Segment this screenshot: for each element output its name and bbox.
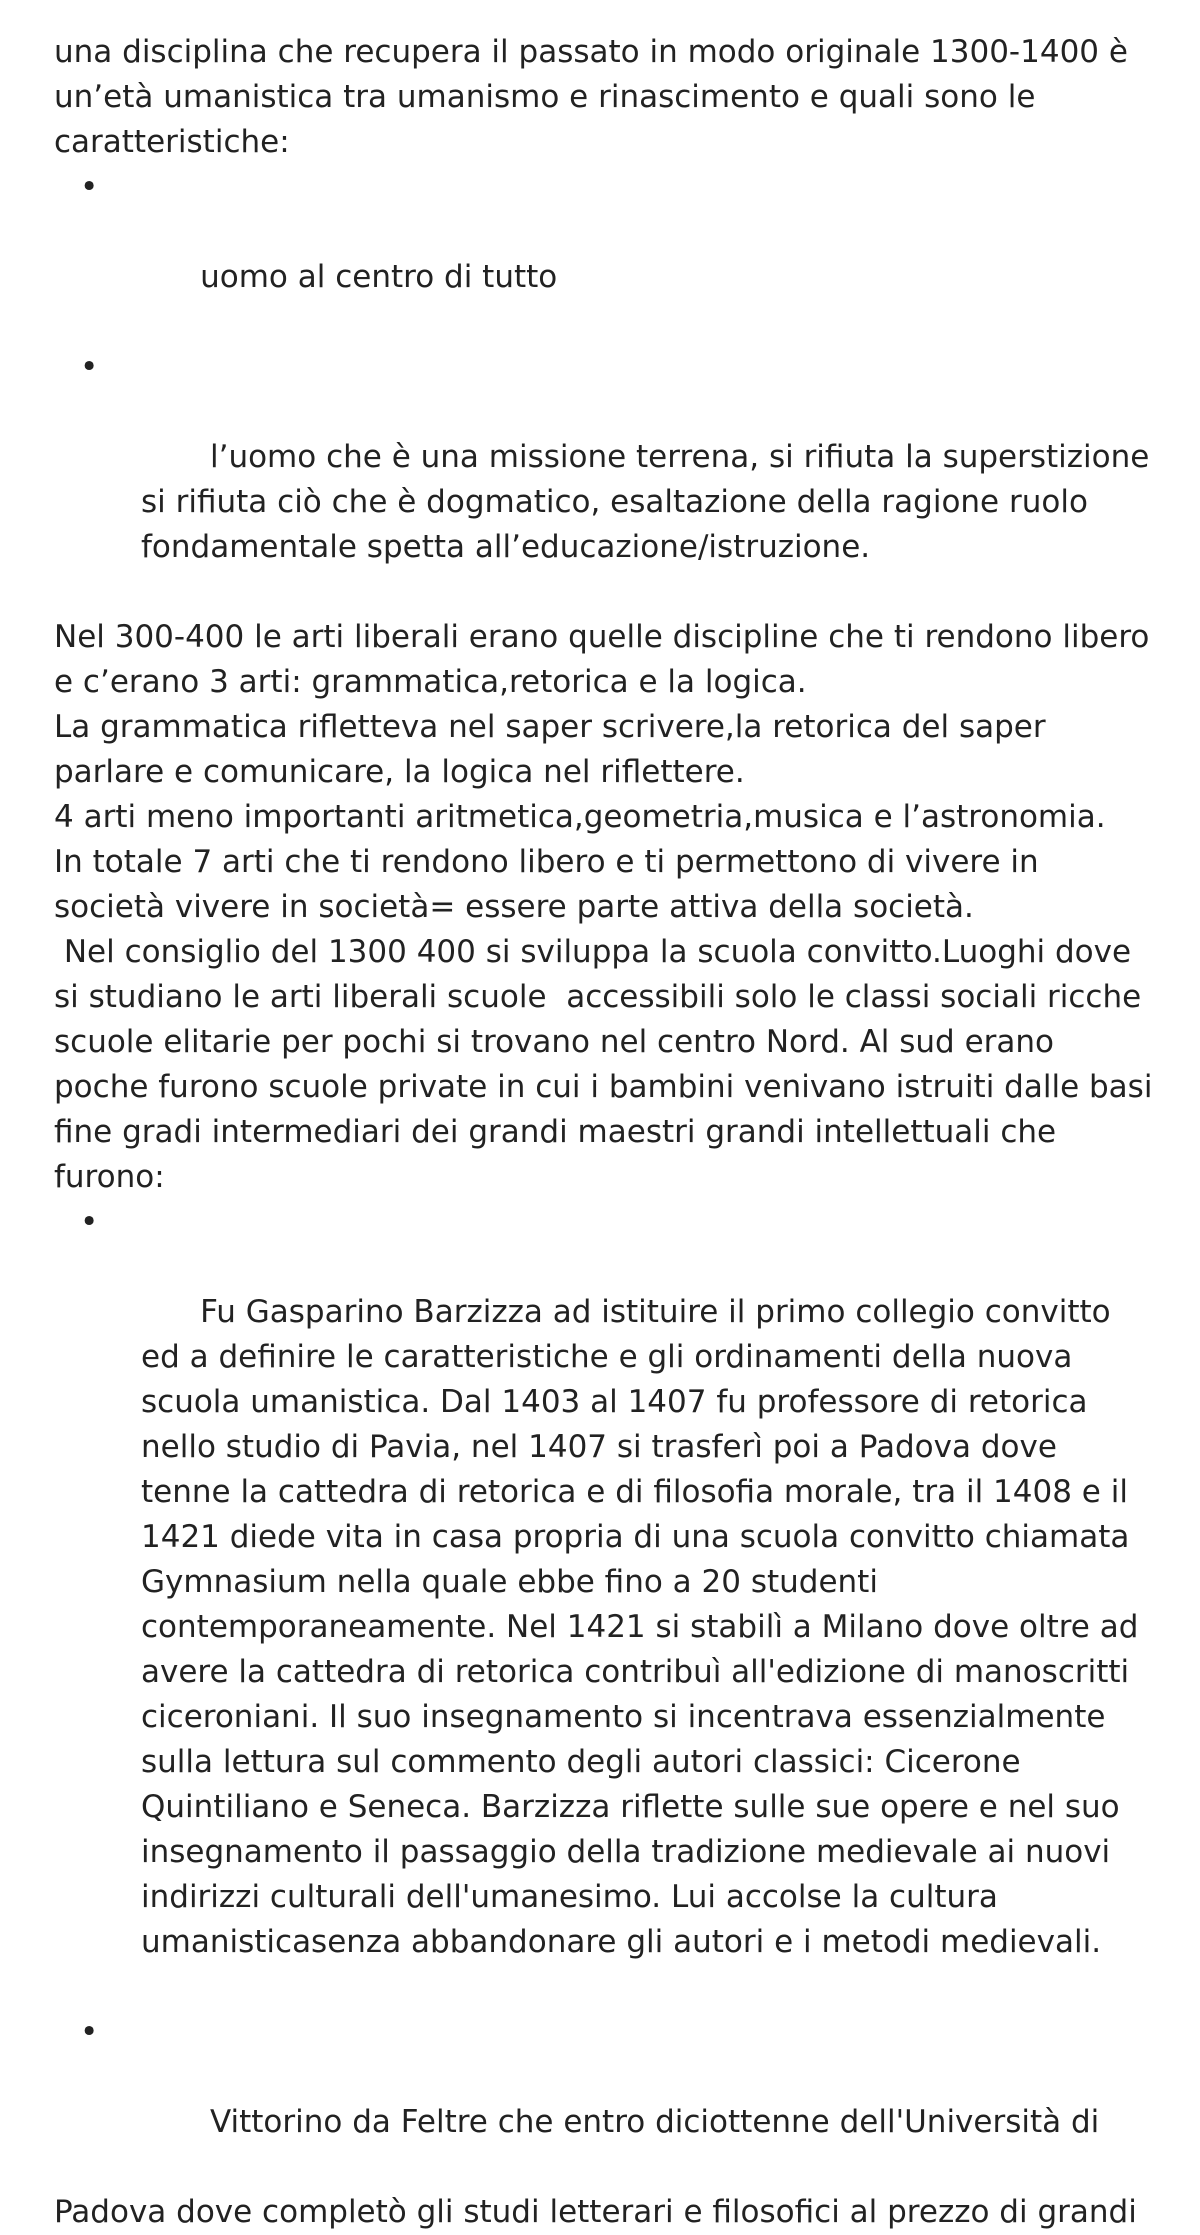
bullet-icon: • — [80, 349, 99, 385]
maestri-list — [54, 1200, 1154, 2190]
list-item-text: Vittorino da Feltre che entro diciottenne dell'Università di — [200, 2104, 1100, 2140]
intro-paragraph: una disciplina che recupera il passato in modo originale 1300-1400 è un’età umanistica tra umanismo e rinascimento e quali sono le caratteristiche: — [54, 34, 1138, 160]
continuation-line: Padova dove completò gli studi letterari e filosofici al prezzo di grandi — [54, 2194, 1137, 2230]
list-item-text: Fu Gasparino Barzizza ad istituire il primo collegio convitto ed a definire le caratteristiche e gli ordinamenti della nuova scuola umanistica. Dal 1403 al 1407 fu professore di retorica nello studio di Pavia, nel 1407 si trasferì poi a Padova dove tenne la cattedra di retorica e di filosofia morale, tra il 1408 e il 1421 diede vita in casa propria di una scuola convitto chiamata Gymnasium nella quale ebbe fino a 20 studenti contemporaneamente. Nel 1421 si stabilì a Milano dove oltre ad avere la cattedra di retorica contribuì all'edizione di manoscritti ciceroniani. Il suo insegnamento si incentrava essenzialmente sulla lettura sul commento degli autori classici: Cicerone Quintiliano e Seneca. Barzizza riflette sulle sue opere e nel suo insegnamento il passaggio della tradizione medievale ai nuovi indirizzi culturali dell'umanesimo. Lui accolse la cultura umanisticasenza abbandonare gli autori e i metodi medievali. — [141, 1294, 1149, 1960]
arti-liberali-paragraph: Nel 300-400 le arti liberali erano quelle discipline che ti rendono libero e c’erano 3 arti: grammatica,retorica e la logica. — [54, 619, 1160, 700]
grammatica-paragraph: La grammatica rifletteva nel saper scrivere,la retorica del saper parlare e comunicare, la logica nel riflettere. — [54, 709, 1056, 790]
bullet-icon: • — [80, 169, 99, 205]
list-item — [54, 1200, 1154, 2010]
document-page — [54, 30, 1163, 2235]
bullet-icon: • — [80, 1204, 99, 1240]
list-item — [54, 345, 1160, 615]
arti-minori-paragraph: 4 arti meno importanti aritmetica,geometria,musica e l’astronomia. — [54, 799, 1106, 835]
list-item — [54, 2010, 1154, 2190]
totale-arti-paragraph: In totale 7 arti che ti rendono libero e ti permettono di vivere in società vivere in società= essere parte attiva della società. — [54, 844, 1049, 925]
bullet-icon: • — [80, 2014, 99, 2050]
characteristics-list — [54, 165, 1160, 615]
list-item-text: uomo al centro di tutto — [200, 259, 558, 295]
scuola-convitto-paragraph: Nel consiglio del 1300 400 si sviluppa la scuola convitto.Luoghi dove si studiano le arti liberali scuole accessibili solo le classi sociali ricche scuole elitarie per pochi si trovano nel centro Nord. Al sud erano poche furono scuole private in cui i bambini venivano istruiti dalle basi fine gradi intermediari dei grandi maestri grandi intellettuali che furono: — [54, 934, 1163, 1195]
list-item-text: l’uomo che è una missione terrena, si rifiuta la superstizione si rifiuta ciò che è dogmatico, esaltazione della ragione ruolo fondamentale spetta all’educazione/istruzione. — [141, 439, 1160, 565]
list-item — [54, 165, 1154, 345]
